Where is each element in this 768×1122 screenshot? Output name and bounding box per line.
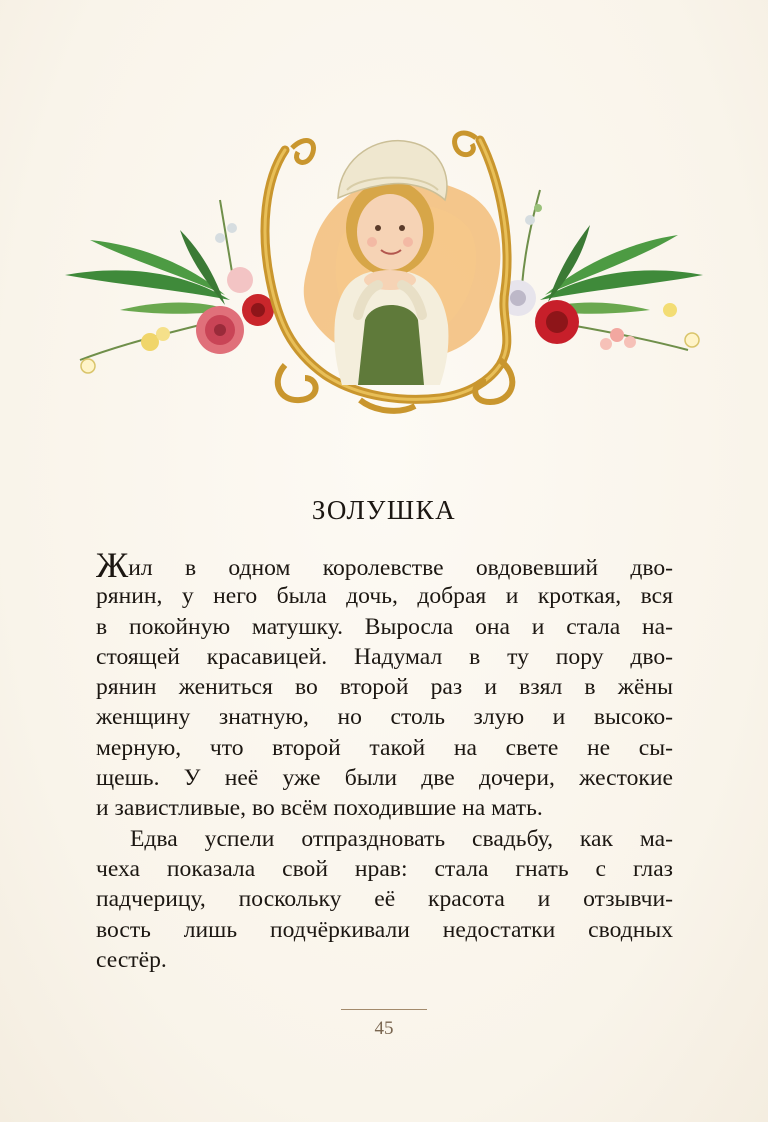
text-line: щешь. У неё уже были две дочери, жестокие xyxy=(96,765,673,792)
text-line: женщину знатную, но столь злую и высоко- xyxy=(96,704,673,731)
text-line: вость лишь подчёркивали недостатки сводных xyxy=(96,916,673,943)
text-line: сестёр. xyxy=(96,946,167,973)
text-line: Жил в одном королевстве овдовевший дво- xyxy=(96,545,673,585)
text-line: чеха показала свой нрав: стала гнать с глаз xyxy=(96,855,673,882)
page-number: 45 xyxy=(374,1018,394,1039)
text-line: мерную, что второй такой на свете не сы- xyxy=(96,734,673,761)
drop-cap: Ж xyxy=(96,545,129,585)
text-line: в покойную матушку. Выросла она и стала на- xyxy=(96,613,673,640)
text-line: падчерицу, поскольку её красота и отзывчи- xyxy=(96,886,673,913)
text-line: рянин, у него была дочь, добрая и кроткая, вся xyxy=(96,583,673,610)
text-line: рянин жениться во второй раз и взял в жёны xyxy=(96,674,673,701)
cinderella-vignette-illustration xyxy=(60,120,708,420)
text-line: и завистливые, во всём походившие на мать. xyxy=(96,795,543,822)
text-line: Едва успели отпраздновать свадьбу, как ма- xyxy=(130,825,673,852)
page-number-rule xyxy=(341,1009,427,1010)
story-title: ЗОЛУШКА xyxy=(311,495,457,525)
story-text xyxy=(96,545,673,975)
text-line: стоящей красавицей. Надумал в ту пору дво- xyxy=(96,643,673,670)
